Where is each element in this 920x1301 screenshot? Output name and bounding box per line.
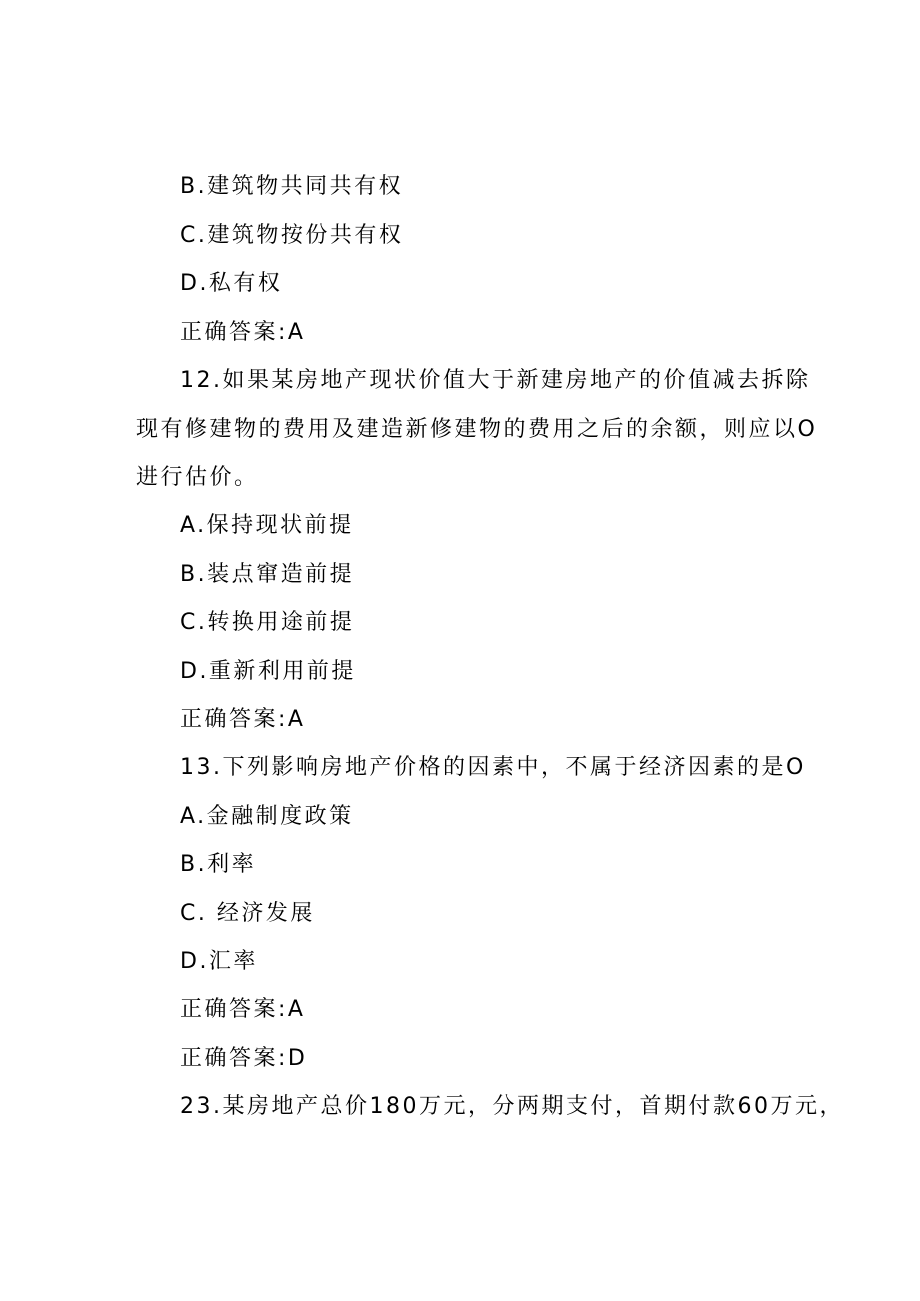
option-c: C.转换用途前提 [180,610,355,635]
correct-answer: 正确答案:D [180,1046,308,1071]
correct-answer: 正确答案:A [180,997,306,1022]
option-b: B.装点窜造前提 [180,562,355,587]
option-d: D.汇率 [180,949,258,974]
correct-answer: 正确答案:A [180,320,306,345]
question-13: 13.下列影响房地产价格的因素中，不属于经济因素的是O [180,755,806,780]
option-c: C. 经济发展 [180,901,315,926]
option-d: D.私有权 [180,271,283,296]
question-12-line-3: 进行估价。 [136,465,259,490]
option-d: D.重新利用前提 [180,659,356,684]
option-a: A.金融制度政策 [180,804,354,829]
option-a: A.保持现状前提 [180,513,354,538]
option-b: B.建筑物共同共有权 [180,174,404,199]
question-12-line-1: 12.如果某房地产现状价值大于新建房地产的价值减去拆除 [180,368,811,393]
option-b: B.利率 [180,852,257,877]
correct-answer: 正确答案:A [180,707,306,732]
question-12-line-2: 现有修建物的费用及建造新修建物的费用之后的余额，则应以O [136,417,818,442]
question-23: 23.某房地产总价180万元，分两期支付，首期付款60万元， [180,1094,844,1119]
option-c: C.建筑物按份共有权 [180,223,404,248]
